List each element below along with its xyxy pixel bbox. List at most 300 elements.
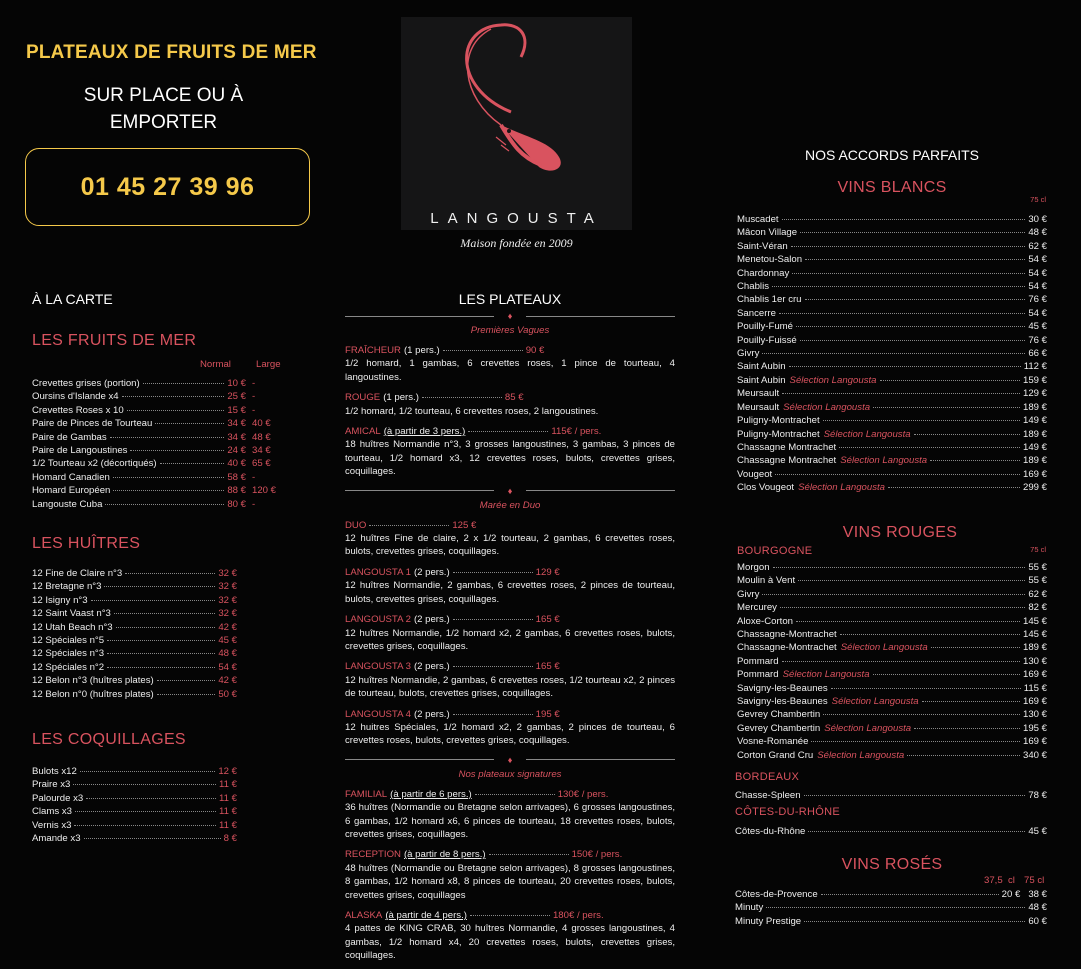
fruits-list xyxy=(32,377,290,511)
item-name: Bulots x12 xyxy=(32,766,77,777)
item-name: Vougeot xyxy=(737,468,773,480)
item-name: Clos Vougeot xyxy=(737,482,795,494)
dot-leader xyxy=(930,460,1020,461)
dot-leader xyxy=(804,795,1026,796)
plateaux-group xyxy=(345,311,675,479)
item-name: 12 Belon n°0 (huîtres plates) xyxy=(32,688,154,700)
dot-leader xyxy=(157,694,216,695)
item-name: Givry xyxy=(737,348,760,360)
item-price-large: - xyxy=(252,498,256,510)
dot-leader xyxy=(104,586,215,587)
phone-number[interactable]: 01 45 27 39 96 xyxy=(80,172,255,201)
menu-item-row xyxy=(737,708,1047,721)
dot-leader xyxy=(422,397,502,398)
huitres-title: LES HUÎTRES xyxy=(32,535,141,552)
plateau-name: RECEPTION xyxy=(345,849,401,861)
menu-item-row xyxy=(32,634,237,647)
dot-leader xyxy=(831,688,1021,689)
item-price: 54 € xyxy=(1028,307,1047,319)
menu-item-row xyxy=(32,805,237,818)
item-name: Côtes-de-Provence xyxy=(735,889,818,900)
plateau-price: 150€ / pers. xyxy=(571,849,623,861)
menu-item-row xyxy=(737,574,1047,587)
selection-label: Sélection Langousta xyxy=(817,749,905,761)
divider-line xyxy=(526,759,675,760)
item-name: Crevettes grises (portion) xyxy=(32,378,140,389)
item-price: 130 € xyxy=(1022,709,1047,721)
dot-leader xyxy=(907,755,1020,756)
item-price: 169 € xyxy=(1022,669,1047,681)
item-price: 169 € xyxy=(1022,696,1047,708)
dot-leader xyxy=(107,667,215,668)
phone-box[interactable] xyxy=(25,148,310,226)
item-name: 12 Spéciales n°3 xyxy=(32,648,105,660)
item-price: 54 € xyxy=(1028,267,1047,279)
dot-leader xyxy=(130,450,224,451)
plateau-persons: (à partir de 4 pers.) xyxy=(385,910,467,921)
item-price: 62 € xyxy=(1028,240,1047,252)
item-price: 58 € xyxy=(227,471,246,483)
item-price: 78 € xyxy=(1028,790,1047,801)
menu-item-row xyxy=(737,641,1047,654)
dot-leader xyxy=(143,383,225,384)
menu-item-row xyxy=(737,307,1047,320)
plateau-description: 12 huîtres Normandie, 2 gambas, 6 crevettes roses, 2 pinces de tourteau, bulots, crevettes grises, coquillages. xyxy=(345,580,675,605)
bordeaux-title: BORDEAUX xyxy=(735,771,800,783)
item-name: Homard Européen xyxy=(32,485,111,497)
item-price-large: - xyxy=(252,391,256,403)
plateau-description: 12 huîtres Fine de claire, 2 x 1/2 tourteau, 2 gambas, 6 crevettes roses, bulots, crevettes grises, coquillages. xyxy=(345,533,675,558)
plateau-persons: (2 pers.) xyxy=(413,614,450,626)
item-price: 32 € xyxy=(218,608,237,620)
section-subtitle: Marée en Duo xyxy=(479,499,541,511)
item-name: Morgon xyxy=(737,562,770,573)
plateau-item xyxy=(345,519,675,559)
item-name: Aloxe-Corton xyxy=(737,615,793,627)
item-price: 11 € xyxy=(219,792,237,804)
menu-item-row xyxy=(737,601,1047,614)
vins-roses-list xyxy=(735,888,1047,928)
menu-item-row xyxy=(737,320,1047,333)
item-price: 10 € xyxy=(227,378,246,389)
plateau-price: 165 € xyxy=(535,614,560,626)
selection-label: Sélection Langousta xyxy=(831,696,919,708)
menu-item-row xyxy=(737,655,1047,668)
menu-item-row xyxy=(32,471,290,484)
item-price-small: 20 € xyxy=(1001,889,1021,900)
dot-leader xyxy=(453,619,533,620)
subtitle xyxy=(26,82,301,136)
item-price: 299 € xyxy=(1022,482,1047,494)
menu-item-row xyxy=(737,481,1047,494)
item-price: 15 € xyxy=(227,404,246,416)
plateau-persons: (2 pers.) xyxy=(413,708,450,720)
roses-unit-a: 37,5 cl xyxy=(984,875,1015,886)
dot-leader xyxy=(91,600,216,601)
divider-line xyxy=(345,759,494,760)
menu-item-row xyxy=(737,253,1047,266)
rose-row xyxy=(735,915,1047,928)
menu-item-row xyxy=(737,722,1047,735)
plateau-header xyxy=(345,909,675,922)
dot-leader xyxy=(880,380,1020,381)
item-price: 32 € xyxy=(218,581,237,593)
item-price: 340 € xyxy=(1022,749,1047,761)
menu-item-row xyxy=(32,444,290,457)
plateau-name: LANGOUSTA 2 xyxy=(345,614,411,626)
item-name: Minuty xyxy=(735,902,764,914)
shrimp-logo-icon xyxy=(401,17,632,207)
dot-leader xyxy=(122,396,225,397)
plateau-persons: (à partir de 8 pers.) xyxy=(403,849,486,861)
menu-item-row xyxy=(737,561,1047,574)
item-name: 12 Bretagne n°3 xyxy=(32,581,102,593)
menu-item-row xyxy=(737,428,1047,441)
selection-label: Sélection Langousta xyxy=(840,642,928,654)
item-price: 11 € xyxy=(219,819,237,831)
vins-blancs-unit: 75 cl xyxy=(1030,195,1046,204)
dot-leader xyxy=(798,580,1025,581)
dot-leader xyxy=(873,674,1020,675)
coquillages-list xyxy=(32,765,237,845)
dot-leader xyxy=(805,259,1025,260)
item-price: 115 € xyxy=(1023,682,1047,694)
vins-rouges-unit: 75 cl xyxy=(1030,545,1046,554)
item-name: Savigny-les-Beaunes xyxy=(737,696,828,708)
plateau-header xyxy=(345,344,675,357)
plateau-persons: (2 pers.) xyxy=(413,566,450,578)
plateau-item xyxy=(345,344,675,384)
plateau-description: 18 huîtres Normandie n°3, 3 grosses langoustines, 3 gambas, 3 pinces de tourteau, 1/2 homard x3, 12 crevettes roses, bulots, crevettes grises, coquillages. xyxy=(345,439,675,478)
item-name: 12 Belon n°3 (huîtres plates) xyxy=(32,675,154,687)
plateau-header xyxy=(345,660,675,673)
menu-item-row xyxy=(32,621,237,634)
logo xyxy=(401,17,632,230)
dot-leader xyxy=(922,701,1020,702)
dot-leader xyxy=(762,594,1025,595)
item-price: 42 € xyxy=(218,675,237,687)
plateau-header xyxy=(345,566,675,579)
item-name: Pouilly-Fuissé xyxy=(737,334,797,346)
item-price: 50 € xyxy=(218,688,237,700)
menu-item-row xyxy=(737,401,1047,414)
item-price: 88 € xyxy=(227,485,246,497)
coquillages-title: LES COQUILLAGES xyxy=(32,731,186,748)
dot-leader xyxy=(74,825,216,826)
dot-leader xyxy=(86,798,216,799)
dot-leader xyxy=(773,567,1026,568)
menu-item-row xyxy=(737,347,1047,360)
menu-item-row xyxy=(32,607,237,620)
menu-item-row xyxy=(737,267,1047,280)
item-price: 11 € xyxy=(219,806,237,818)
item-name: Saint Aubin xyxy=(737,361,786,373)
dot-leader xyxy=(839,447,1020,448)
item-price: 55 € xyxy=(1028,575,1047,587)
dot-leader xyxy=(468,431,548,432)
item-name: Chassagne Montrachet xyxy=(737,455,837,467)
dot-leader xyxy=(369,525,449,526)
item-name: Palourde x3 xyxy=(32,792,84,804)
item-name: Meursault xyxy=(737,388,780,400)
item-price-large: - xyxy=(252,404,256,416)
menu-item-row xyxy=(32,457,290,470)
item-name: Moulin à Vent xyxy=(737,575,796,587)
plateau-price: 180€ / pers. xyxy=(552,910,604,921)
item-name: Chassagne-Montrachet xyxy=(737,642,837,654)
item-price-large: - xyxy=(252,471,256,483)
dot-leader xyxy=(780,607,1025,608)
subtitle-line2: EMPORTER xyxy=(109,112,218,133)
vins-blancs-list xyxy=(737,213,1047,495)
menu-item-row xyxy=(32,661,237,674)
item-price: 48 € xyxy=(218,648,237,660)
item-price: 54 € xyxy=(1028,254,1047,266)
dot-leader xyxy=(796,621,1020,622)
item-price: 195 € xyxy=(1022,722,1047,734)
dot-leader xyxy=(127,410,225,411)
item-name: Pommard xyxy=(737,655,779,667)
dot-leader xyxy=(475,794,555,795)
plateau-header xyxy=(345,519,675,532)
menu-item-row xyxy=(32,390,290,403)
plateau-name: ALASKA xyxy=(345,910,383,921)
plateau-price: 130€ / pers. xyxy=(557,788,609,800)
menu-item-row xyxy=(32,484,290,497)
plateau-header xyxy=(345,391,675,404)
item-price: 45 € xyxy=(1028,321,1047,333)
item-price: 38 € xyxy=(1028,889,1047,900)
item-name: Mâcon Village xyxy=(737,227,798,239)
plateau-item xyxy=(345,909,675,963)
item-price: 189 € xyxy=(1022,642,1047,654)
item-name: Savigny-les-Beaunes xyxy=(737,682,828,694)
item-price: 54 € xyxy=(1028,281,1047,293)
menu-item-row xyxy=(737,360,1047,373)
item-name: Puligny-Montrachet xyxy=(737,415,820,427)
page-title: PLATEAUX DE FRUITS DE MER xyxy=(26,42,317,63)
item-price: 80 € xyxy=(227,498,246,510)
dot-leader xyxy=(808,831,1025,832)
dot-leader xyxy=(772,286,1025,287)
dot-leader xyxy=(453,572,533,573)
col-large-label: Large xyxy=(256,359,281,370)
dot-leader xyxy=(113,477,224,478)
menu-item-row xyxy=(32,674,237,687)
selection-label: Sélection Langousta xyxy=(824,722,912,734)
item-name: Langouste Cuba xyxy=(32,498,103,510)
plateau-header xyxy=(345,425,675,438)
plateau-name: FRAÎCHEUR xyxy=(345,345,401,356)
plateau-description: 12 huitres Spéciales, 1/2 homard x2, 2 gambas, 2 pinces de tourteau, 6 crevettes roses, bulots, crevettes grises, coquillages. xyxy=(345,721,675,747)
plateau-persons: (2 pers.) xyxy=(413,661,450,673)
item-price: 11 € xyxy=(219,779,237,791)
item-price: 66 € xyxy=(1028,348,1047,360)
item-price: 32 € xyxy=(218,594,237,606)
item-name: 12 Saint Vaast n°3 xyxy=(32,608,111,620)
plateau-description: 12 huîtres Normandie, 1/2 homard x2, 2 gambas, 6 crevettes roses, bulots, crevettes grises, coquillages. xyxy=(345,627,675,652)
selection-label: Sélection Langousta xyxy=(823,428,911,440)
item-price: 76 € xyxy=(1028,294,1047,306)
shrimp-divider-icon: ♦ xyxy=(507,485,513,496)
item-name: Paire de Langoustines xyxy=(32,445,128,457)
plateau-price: 90 € xyxy=(525,345,545,356)
plateau-name: FAMILIAL xyxy=(345,788,388,800)
dot-leader xyxy=(113,490,224,491)
plateau-persons: (à partir de 3 pers.) xyxy=(383,426,466,438)
menu-item-row xyxy=(32,594,237,607)
plateaux-title: LES PLATEAUX xyxy=(458,291,562,307)
plateau-name: ROUGE xyxy=(345,392,381,404)
plateau-name: LANGOUSTA 4 xyxy=(345,708,411,720)
plateaux-section xyxy=(345,309,675,969)
menu-item-row xyxy=(32,377,290,390)
plateau-name: DUO xyxy=(345,519,367,531)
item-price: 189 € xyxy=(1022,428,1047,440)
plateau-name: LANGOUSTA 3 xyxy=(345,661,411,673)
item-price: 45 € xyxy=(218,635,237,647)
accords-title: NOS ACCORDS PARFAITS xyxy=(805,147,979,163)
item-name: Chasse-Spleen xyxy=(735,790,801,801)
item-name: Sancerre xyxy=(737,307,776,319)
subtitle-line1: SUR PLACE OU À xyxy=(83,85,244,106)
menu-item-row xyxy=(737,414,1047,427)
menu-item-row xyxy=(737,735,1047,748)
dot-leader xyxy=(73,784,216,785)
item-name: Corton Grand Cru xyxy=(737,749,814,761)
dot-leader xyxy=(75,811,216,812)
item-price: 129 € xyxy=(1022,388,1047,400)
item-price-large: 48 € xyxy=(252,431,271,443)
item-name: Gevrey Chambertin xyxy=(737,722,821,734)
selection-label: Sélection Langousta xyxy=(782,669,870,681)
item-price: 145 € xyxy=(1022,615,1047,627)
menu-item-row xyxy=(32,404,290,417)
dot-leader xyxy=(792,273,1025,274)
plateau-description: 48 huîtres (Normandie ou Bretagne selon arrivages), 8 grosses langoustines, 8 gambas, 1/2 homard x8, 8 pinces de tourteau, 20 crevettes roses, bulots, crevettes grises, coquillages xyxy=(345,862,675,901)
plateau-item xyxy=(345,788,675,842)
plateau-price: 125 € xyxy=(452,519,477,531)
menu-item-row xyxy=(32,778,237,791)
menu-item-row xyxy=(737,668,1047,681)
plateaux-group xyxy=(345,486,675,748)
dot-leader xyxy=(821,894,999,895)
selection-label: Sélection Langousta xyxy=(798,482,886,494)
selection-label: Sélection Langousta xyxy=(789,374,877,386)
dot-leader xyxy=(157,680,216,681)
item-name: Oursins d'Islande x4 xyxy=(32,391,119,403)
plateau-description: 4 pattes de KING CRAB, 30 huîtres Normandie, 4 grosses langoustines, 4 gambas, 1/2 homard x4, 20 crevettes roses, bulots, crevettes grises, coquillages. xyxy=(345,923,675,962)
menu-item-row xyxy=(737,628,1047,641)
shrimp-divider-icon: ♦ xyxy=(507,311,513,321)
menu-item-row xyxy=(737,213,1047,226)
section-divider xyxy=(345,755,675,765)
item-price: 8 € xyxy=(223,833,237,845)
item-name: 12 Spéciales n°5 xyxy=(32,635,105,647)
item-price: 189 € xyxy=(1022,401,1047,413)
menu-item-row xyxy=(32,580,237,593)
fruits-title: LES FRUITS DE MER xyxy=(32,332,197,349)
item-name: 1/2 Tourteau x2 (décortiqués) xyxy=(32,458,157,470)
menu-item-row xyxy=(737,334,1047,347)
dot-leader xyxy=(782,393,1020,394)
plateau-header xyxy=(345,613,675,626)
item-price: 25 € xyxy=(227,391,246,403)
logo-tagline: Maison fondée en 2009 xyxy=(460,236,573,250)
menu-item-row xyxy=(737,454,1047,467)
item-price: 45 € xyxy=(1028,826,1047,837)
item-name: Chardonnay xyxy=(737,267,790,279)
item-price: 30 € xyxy=(1028,214,1047,225)
item-name: Puligny-Montrachet xyxy=(737,428,820,440)
plateau-item xyxy=(345,425,675,479)
shrimp-divider-icon: ♦ xyxy=(507,754,513,765)
plateau-description: 1/2 homard, 1/2 tourteau, 6 crevettes roses, 2 langoustines. xyxy=(345,405,599,417)
vins-blancs-title: VINS BLANCS xyxy=(837,179,947,196)
menu-item-row xyxy=(737,293,1047,306)
plateau-header xyxy=(345,848,675,861)
menu-item-row xyxy=(32,567,237,580)
item-price: 60 € xyxy=(1028,915,1047,927)
menu-item-row xyxy=(737,695,1047,708)
menu-item-row xyxy=(737,682,1047,695)
item-name: 12 Spéciales n°2 xyxy=(32,661,105,673)
menu-item-row xyxy=(32,417,290,430)
dot-leader xyxy=(155,423,224,424)
item-name: Amande x3 xyxy=(32,833,81,845)
divider-line xyxy=(526,316,675,317)
item-price: 169 € xyxy=(1022,468,1047,480)
plateau-description: 36 huîtres (Normandie ou Bretagne selon arrivages), 6 grosses langoustines, 6 gambas, 1/2 homard x6, 6 pinces de tourteau, 18 crevettes roses, bulots, crevettes grises, coquillages. xyxy=(345,802,675,840)
item-name: Chablis xyxy=(737,281,769,293)
item-price: 48 € xyxy=(1028,227,1047,239)
menu-item-row xyxy=(735,789,1047,802)
dot-leader xyxy=(160,463,225,464)
item-name: Pommard xyxy=(737,669,779,681)
huitres-list xyxy=(32,567,237,701)
dot-leader xyxy=(470,915,550,916)
item-price: 82 € xyxy=(1028,602,1047,614)
item-price: 42 € xyxy=(218,621,237,633)
dot-leader xyxy=(823,420,1020,421)
plateau-item xyxy=(345,613,675,653)
menu-item-row xyxy=(735,825,1047,838)
plateau-name: AMICAL xyxy=(345,426,381,438)
menu-item-row xyxy=(32,647,237,660)
item-name: Meursault xyxy=(737,401,780,413)
dot-leader xyxy=(823,714,1020,715)
bourgogne-title: BOURGOGNE xyxy=(737,545,813,557)
item-name: 12 Fine de Claire n°3 xyxy=(32,568,123,579)
dot-leader xyxy=(114,613,215,614)
dot-leader xyxy=(789,366,1021,367)
menu-item-row xyxy=(737,387,1047,400)
menu-item-row xyxy=(737,374,1047,387)
plateau-description: 12 huîtres Normandie, 2 gambas, 6 crevettes roses, 1/2 tourteau x2, 2 pinces de tourteau, bulots, crevettes grises, coquillages. xyxy=(345,674,675,700)
col-normal-label: Normal xyxy=(200,359,231,370)
menu-item-row xyxy=(32,832,237,845)
item-price: 76 € xyxy=(1028,334,1047,346)
item-price: 24 € xyxy=(227,445,246,457)
item-price: 169 € xyxy=(1022,736,1047,748)
item-name: Vernis x3 xyxy=(32,819,72,831)
dot-leader xyxy=(796,326,1025,327)
dot-leader xyxy=(80,771,216,772)
plateau-price: 129 € xyxy=(535,566,560,578)
menu-item-row xyxy=(32,792,237,805)
dot-leader xyxy=(107,653,215,654)
item-name: Givry xyxy=(737,588,760,600)
